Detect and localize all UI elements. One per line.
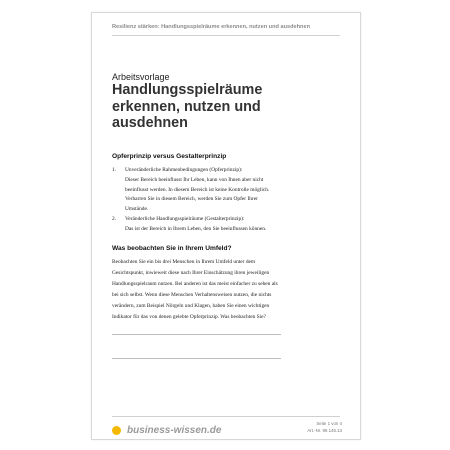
paragraph-line: bei sich selbst. Wenn diese Menschen Verhaltensweisen nutzen, die nichts	[112, 292, 272, 298]
document-page	[91, 12, 361, 440]
paragraph-line: verändern, zum Beispiel Nörgeln und Klagen, haben Sie einen wichtigen	[112, 303, 270, 309]
observation-paragraph	[112, 257, 337, 323]
title-line: erkennen, nutzen und	[112, 98, 261, 115]
page-number: Seite 1 von 4	[316, 421, 342, 426]
header-divider	[112, 35, 340, 36]
list-number: 2.	[112, 215, 117, 222]
brand-dot-icon	[112, 426, 121, 435]
paragraph-line: Indikator für das von denen gelebte Opferprinzip. Was beobachten Sie?	[112, 314, 266, 320]
section-heading-opferprinzip: Opferprinzip versus Gestalterprinzip	[112, 153, 227, 160]
answer-line[interactable]	[112, 358, 281, 359]
list-number: 1.	[112, 167, 117, 173]
footer-meta	[307, 420, 342, 434]
article-number: Art.-Nr. 99.145.13	[307, 428, 342, 433]
running-head: Resilienz stärken: Handlungsspielräume erkennen, nutzen und ausdehnen	[112, 24, 310, 30]
list-text-line: Verharren Sie in diesem Bereich, werden Sie zum Opfer Ihrer	[125, 196, 258, 203]
list-text-line: Veränderliche Handlungsspielräume (Gestalterprinzip):	[125, 215, 245, 222]
list-item	[112, 166, 337, 215]
brand-logo	[112, 425, 221, 436]
list-text-line: Dieser Bereich beeinflusst Ihr Leben, kann von Ihnen aber nicht	[125, 176, 264, 183]
answer-line[interactable]	[112, 334, 281, 335]
brand-name: business-wissen.de	[127, 425, 222, 436]
list-text-line: Unveränderliche Rahmenbedingungen (Opferprinzip):	[125, 167, 243, 173]
paragraph-line: Beobachten Sie ein bis drei Menschen in Ihrem Umfeld unter dem	[112, 259, 256, 265]
document-title	[112, 82, 312, 132]
list-text-line: Das ist der Bereich in Ihrem Leben, den Sie beeinflussen können.	[125, 225, 267, 232]
document-type: Arbeitsvorlage	[112, 72, 170, 82]
list-text-line: beeinflusst werden. In diesem Bereich ist keine Kontrolle möglich.	[125, 186, 270, 193]
footer-divider	[112, 416, 340, 417]
list-text-line: Umstände.	[125, 206, 149, 213]
paragraph-line: Gesichtspunkt, inwieweit diese nach Ihrer Einschätzung ihren jeweiligen	[112, 270, 270, 276]
numbered-list	[112, 166, 337, 235]
paragraph-line: Handlungsspielraum nutzen. Bei anderen ist das meist einfacher zu sehen als	[112, 281, 278, 287]
title-line: ausdehnen	[112, 115, 188, 131]
list-item	[112, 215, 337, 235]
section-heading-beobachtung: Was beobachten Sie in Ihrem Umfeld?	[112, 245, 232, 252]
title-line: Handlungsspielräume	[112, 82, 263, 98]
